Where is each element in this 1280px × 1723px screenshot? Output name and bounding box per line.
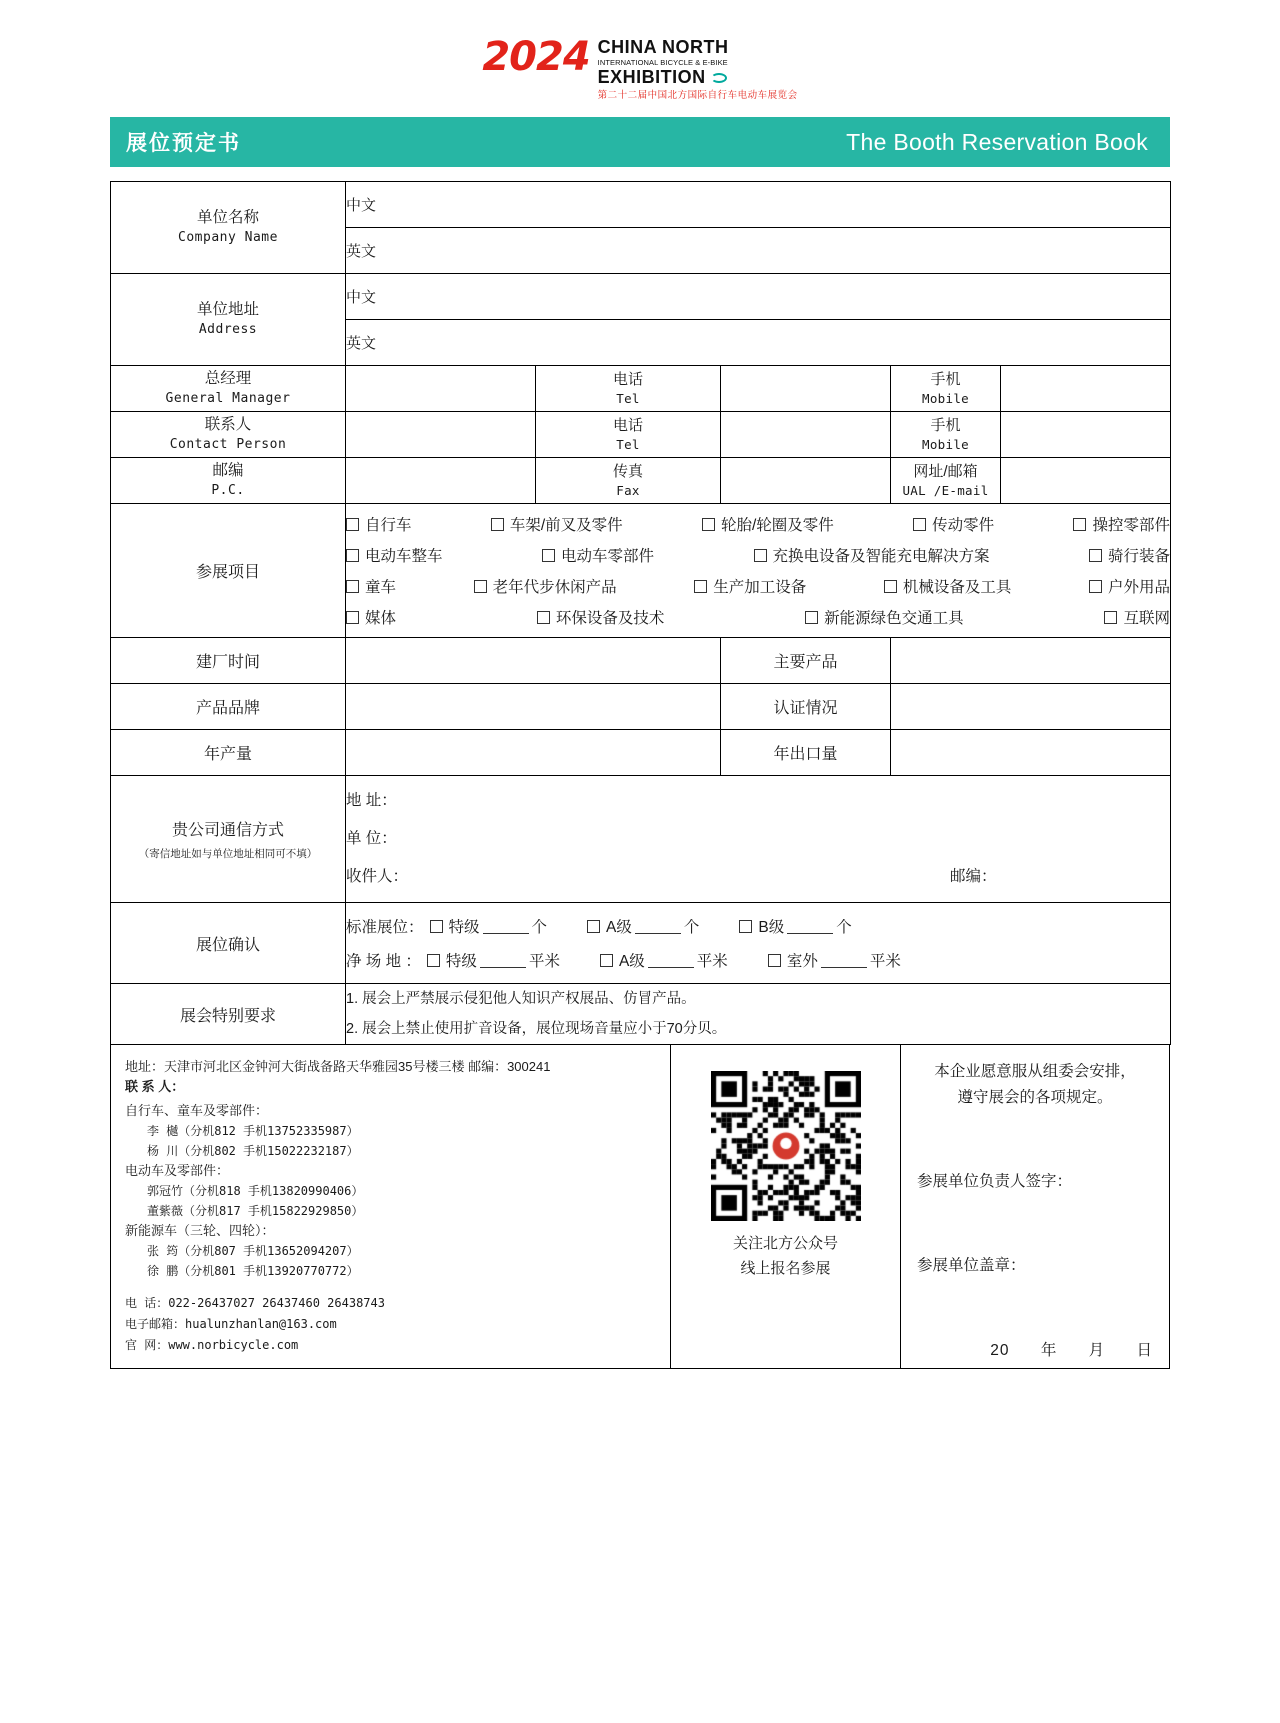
label-certification: 认证情况 [721,684,891,730]
field-general-manager-name[interactable] [346,366,536,412]
booth-option[interactable]: 特级 个 [430,915,548,937]
footer-qrcode-block [671,1045,901,1368]
field-url-email[interactable] [1001,458,1171,504]
signature-field[interactable]: 参展单位负责人签字： [917,1173,1073,1190]
checkbox-box[interactable] [739,920,752,933]
checkbox-box[interactable] [754,549,767,562]
checkbox-item[interactable]: 传动零件 [913,513,994,535]
footer-block [110,1045,1170,1369]
booth-confirm-fields [346,903,1171,984]
communication-fields [346,776,1171,903]
reservation-form-table [110,181,1171,1045]
label-main-product: 主要产品 [721,638,891,684]
label-gm-mobile: 手机 Mobile [891,366,1001,412]
checkbox-box[interactable] [346,611,359,624]
footer-contact-info [111,1045,671,1368]
field-factory-time[interactable] [346,638,721,684]
label-fax: 传真 Fax [536,458,721,504]
table-row-exhibit-items [111,504,1171,638]
logo-chinese-subtitle: 第二十二届中国北方国际自行车电动车展览会 [597,90,798,101]
booth-option[interactable]: B级 个 [739,915,851,937]
agreement-line-1: 本企业愿意服从组委会安排， [934,1063,1136,1080]
bicycle-wheel-icon [711,73,727,83]
checkbox-item[interactable]: 户外用品 [1089,575,1170,597]
field-fax[interactable] [721,458,891,504]
stamp-field[interactable]: 参展单位盖章： [917,1257,1026,1274]
booth-area-input[interactable] [480,953,526,968]
checkbox-item[interactable]: 自行车 [346,513,412,535]
booth-qty-input[interactable] [635,919,681,934]
label-contact-person: 联系人 Contact Person [111,412,346,458]
field-contact-mobile[interactable] [1001,412,1171,458]
date-month-unit: 月 [1088,1342,1106,1359]
footer-website[interactable]: 官 网：www.norbicycle.com [125,1338,299,1352]
checkbox-row-2 [346,544,1170,566]
checkbox-item[interactable]: 生产加工设备 [694,575,806,597]
checkbox-box[interactable] [427,954,440,967]
checkbox-item[interactable]: 轮胎/轮圈及零件 [702,513,834,535]
table-row-company-name [111,182,1171,228]
checkbox-item[interactable]: 互联网 [1104,606,1170,628]
table-row-brand [111,684,1171,730]
checkbox-box[interactable] [805,611,818,624]
field-address-cn[interactable]: 中文 [346,274,1171,320]
checkbox-item[interactable]: 新能源绿色交通工具 [805,606,964,628]
page-title-en: The Booth Reservation Book [846,128,1148,155]
footer-tel: 电 话：022-26437027 26437460 26438743 [125,1296,385,1310]
label-contact-mobile: 手机 Mobile [891,412,1001,458]
checkbox-box[interactable] [913,518,926,531]
booth-area-input[interactable] [821,953,867,968]
logo-line-3: EXHIBITION [597,67,706,87]
exhibit-items-checkbox-group [346,504,1171,638]
booth-standard-row [346,915,1170,937]
table-row-special-requirements [111,984,1171,1045]
label-annual-export: 年出口量 [721,730,891,776]
contact-person-entry: 徐 鹏（分机801 手机13920770772） [147,1264,359,1278]
table-row-general-manager [111,366,1171,412]
agreement-line-2: 遵守展会的各项规定。 [957,1089,1113,1106]
table-row-factory-time [111,638,1171,684]
checkbox-box[interactable] [884,580,897,593]
logo-line-1: CHINA NORTH [597,37,729,57]
exhibition-logo [0,0,1280,117]
label-special-requirements: 展会特别要求 [111,984,346,1045]
checkbox-row-4 [346,606,1170,628]
table-row-annual-output [111,730,1171,776]
field-contact-name[interactable] [346,412,536,458]
label-contact-tel: 电话 Tel [536,412,721,458]
checkbox-item[interactable]: 操控零部件 [1073,513,1170,535]
contact-person-entry: 郭冠竹（分机818 手机13820990406） [147,1184,364,1198]
table-row-communication [111,776,1171,903]
page-title-cn: 展位预定书 [126,132,241,155]
field-comm-address[interactable]: 地 址： [346,792,397,809]
label-gm-tel: 电话 Tel [536,366,721,412]
special-requirements-text [346,984,1171,1045]
footer-signature-block [901,1045,1169,1368]
booth-option[interactable]: A级 平米 [600,949,728,971]
contact-person-entry: 李 樾（分机812 手机13752335987） [147,1124,359,1138]
checkbox-box[interactable] [491,518,504,531]
field-comm-company[interactable]: 单 位： [346,830,397,847]
label-communication: 贵公司通信方式 （寄信地址如与单位地址相同可不填） [111,776,346,903]
field-annual-export[interactable] [891,730,1171,776]
checkbox-box[interactable] [346,580,359,593]
special-requirement-line: 2. 展会上禁止使用扩音设备，展位现场音量应小于70分贝。 [346,1021,727,1037]
qr-caption-line-1: 关注北方公众号 [732,1235,838,1252]
checkbox-box[interactable] [1089,549,1102,562]
field-annual-output[interactable] [346,730,721,776]
checkbox-row-1 [346,513,1170,535]
field-gm-tel[interactable] [721,366,891,412]
table-row-booth-confirm [111,903,1171,984]
checkbox-box[interactable] [1073,518,1086,531]
checkbox-box[interactable] [474,580,487,593]
footer-contact-title: 联 系 人： [125,1079,185,1094]
label-general-manager: 总经理 General Manager [111,366,346,412]
checkbox-row-3 [346,575,1170,597]
table-row-postcode [111,458,1171,504]
page-title-bar [110,117,1170,167]
checkbox-item[interactable]: 媒体 [346,606,396,628]
label-annual-output: 年产量 [111,730,346,776]
contact-person-entry: 董紫薇（分机817 手机15822929850） [147,1204,364,1218]
checkbox-item[interactable]: 车架/前叉及零件 [491,513,623,535]
footer-email: 电子邮箱：hualunzhanlan@163.com [125,1317,337,1331]
date-year-prefix: 20 [990,1342,1010,1359]
checkbox-box[interactable] [768,954,781,967]
checkbox-box[interactable] [542,549,555,562]
contact-group-title: 电动车及零部件： [125,1163,230,1178]
checkbox-item[interactable]: 环保设备及技术 [537,606,665,628]
checkbox-box[interactable] [346,549,359,562]
checkbox-item[interactable]: 电动车整车 [346,544,443,566]
field-company-name-cn[interactable]: 中文 [346,182,1171,228]
checkbox-item[interactable]: 童车 [346,575,396,597]
field-address-en[interactable]: 英文 [346,320,1171,366]
checkbox-item[interactable]: 骑行装备 [1089,544,1170,566]
contact-group-title: 自行车、童车及零部件： [125,1103,269,1118]
checkbox-box[interactable] [1089,580,1102,593]
label-brand: 产品品牌 [111,684,346,730]
checkbox-item[interactable]: 老年代步休闲产品 [474,575,617,597]
date-day-unit: 日 [1136,1342,1153,1359]
footer-address: 地址：天津市河北区金钟河大街战备路天华雅园35号楼三楼 邮编：300241 [125,1059,551,1074]
booth-raw-space-row [346,949,1170,971]
label-address: 单位地址 Address [111,274,346,366]
checkbox-box[interactable] [694,580,707,593]
qr-code-image [711,1071,861,1221]
checkbox-item[interactable]: 机械设备及工具 [884,575,1012,597]
field-comm-recipient[interactable]: 收件人： [346,868,409,885]
checkbox-box[interactable] [430,920,443,933]
field-main-product[interactable] [891,638,1171,684]
checkbox-box[interactable] [346,518,359,531]
booth-standard-label: 标准展位： [346,919,424,936]
label-postcode: 邮编 P.C. [111,458,346,504]
field-contact-tel[interactable] [721,412,891,458]
logo-year: 2024 [482,34,590,80]
booth-option[interactable]: A级 个 [587,915,699,937]
checkbox-box[interactable] [587,920,600,933]
label-booth-confirm: 展位确认 [111,903,346,984]
date-field[interactable] [990,1338,1153,1360]
booth-qty-input[interactable] [483,919,529,934]
field-gm-mobile[interactable] [1001,366,1171,412]
booth-option[interactable]: 室外 平米 [768,949,901,971]
field-postcode[interactable] [346,458,536,504]
field-certification[interactable] [891,684,1171,730]
date-year-unit: 年 [1040,1342,1058,1359]
checkbox-item[interactable]: 电动车零部件 [542,544,654,566]
contact-person-entry: 张 筠（分机807 手机13652094207） [147,1244,359,1258]
contact-person-entry: 杨 川（分机802 手机15022232187） [147,1144,359,1158]
contact-group-title: 新能源车（三轮、四轮）： [125,1223,275,1238]
booth-area-input[interactable] [648,953,694,968]
field-company-name-en[interactable]: 英文 [346,228,1171,274]
field-comm-postcode[interactable]: 邮编： [950,868,997,885]
field-brand[interactable] [346,684,721,730]
checkbox-item[interactable]: 充换电设备及智能充电解决方案 [754,544,990,566]
qr-caption-line-2: 线上报名参展 [740,1260,831,1277]
label-exhibit-items: 参展项目 [111,504,346,638]
label-company-name: 单位名称 Company Name [111,182,346,274]
checkbox-box[interactable] [702,518,715,531]
label-factory-time: 建厂时间 [111,638,346,684]
checkbox-box[interactable] [537,611,550,624]
booth-option[interactable]: 特级 平米 [427,949,560,971]
booth-qty-input[interactable] [787,919,833,934]
label-url-email: 网址/邮箱 UAL /E-mail [891,458,1001,504]
logo-line-2: INTERNATIONAL BICYCLE & E-BIKE [597,58,728,67]
table-row-address [111,274,1171,320]
checkbox-box[interactable] [600,954,613,967]
booth-raw-space-label: 净 场 地 ： [346,953,421,970]
communication-note: （寄信地址如与单位地址相同可不填） [138,848,318,860]
checkbox-box[interactable] [1104,611,1117,624]
special-requirement-line: 1. 展会上严禁展示侵犯他人知识产权展品、仿冒产品。 [346,991,696,1007]
table-row-contact-person [111,412,1171,458]
